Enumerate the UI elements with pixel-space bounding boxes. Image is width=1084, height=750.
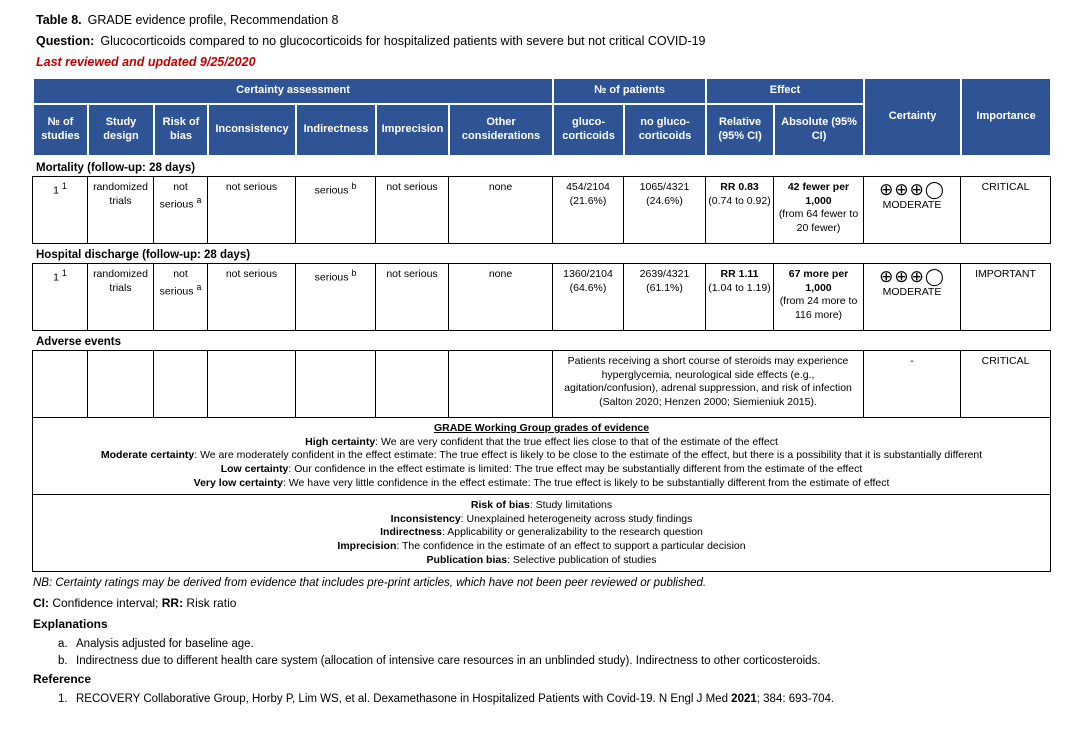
domain-note-risk-of-bias [35, 499, 1048, 513]
relative-estimate: RR 1.11 [720, 268, 759, 280]
domain-note-publication-bias [35, 554, 1048, 568]
cell-study-design: randomized trials [88, 264, 154, 331]
section-label-hospital-discharge: Hospital discharge (follow-up: 28 days) [36, 249, 251, 261]
cell-indirectness [296, 264, 376, 331]
header-col-relative: Relative (95% CI) [706, 104, 774, 156]
empty-cell [208, 351, 296, 418]
note-label: Imprecision [337, 540, 397, 553]
cell-relative-effect [706, 264, 774, 331]
cell-n-studies [33, 264, 88, 331]
header-col-other-considerations: Other considerations [449, 104, 553, 156]
empty-cell [154, 351, 208, 418]
note-text: : The confidence in the estimate of an effect to support a particular decision [396, 540, 746, 553]
grade-notes-heading: GRADE Working Group grades of evidence [433, 422, 650, 434]
cell-risk-of-bias [154, 264, 208, 331]
reference-post: ; 384: 693-704. [756, 693, 835, 706]
cell-no-glucocorticoids: 1065/4321 (24.6%) [624, 177, 706, 244]
note-text: : Applicability or generalizability to the research question [442, 526, 703, 539]
certainty-label: MODERATE [882, 285, 942, 298]
cell-importance: CRITICAL [961, 351, 1051, 418]
cell-certainty [864, 264, 961, 331]
indirectness-sup: b [351, 268, 357, 278]
table-title-text: GRADE evidence profile, Recommendation 8 [87, 13, 339, 27]
adverse-events-and-notes-table [32, 350, 1051, 572]
question-text: Glucocorticoids compared to no glucocorticoids for hospitalized patients with severe but not critical COVID-19 [100, 34, 706, 48]
cell-indirectness [296, 177, 376, 244]
domain-notes-box [33, 495, 1051, 572]
document-page [0, 10, 1084, 750]
certainty-symbols: ⊕⊕⊕◯ [879, 267, 945, 286]
domain-note-indirectness [35, 526, 1048, 540]
header-col-importance: Importance [961, 78, 1051, 156]
header-group-effect: Effect [706, 78, 864, 104]
explanation-marker: b. [58, 655, 68, 668]
indirectness-value: serious [314, 184, 349, 197]
cell-other-considerations: none [449, 177, 553, 244]
indirectness-sup: b [351, 181, 357, 191]
cell-n-studies [33, 177, 88, 244]
risk-of-bias-value: not serious [159, 268, 194, 298]
reference-year: 2021 [731, 693, 757, 706]
n-studies-value: 1 [53, 271, 60, 284]
header-col-indirectness: Indirectness [296, 104, 376, 156]
header-group-certainty-assessment: Certainty assessment [33, 78, 553, 104]
cell-other-considerations: none [449, 264, 553, 331]
header-col-n-studies: № of studies [33, 104, 88, 156]
table-title-label: Table 8. [36, 13, 82, 27]
header-col-risk-of-bias: Risk of bias [154, 104, 208, 156]
domain-notes-row [33, 495, 1051, 572]
domain-note-imprecision [35, 540, 1048, 554]
absolute-ci: (from 24 more to 116 more) [779, 295, 858, 321]
abbrev-ci-label: CI: [33, 596, 49, 611]
explanations-list [33, 638, 1084, 667]
grade-note-moderate [35, 449, 1048, 463]
grade-note-low [35, 463, 1048, 477]
cell-imprecision: not serious [376, 177, 449, 244]
grade-note-very-low [35, 477, 1048, 491]
cell-inconsistency: not serious [208, 264, 296, 331]
table-title [36, 10, 1084, 31]
cell-study-design: randomized trials [88, 177, 154, 244]
reference-marker: 1. [58, 693, 68, 706]
explanation-marker: a. [58, 638, 68, 651]
empty-cell [88, 351, 154, 418]
header-col-glucocorticoids: gluco-corticoids [553, 104, 624, 156]
n-studies-sup: 1 [61, 268, 67, 278]
grade-notes-box [33, 418, 1051, 495]
certainty-label: MODERATE [882, 198, 942, 211]
note-label: Publication bias [426, 553, 508, 566]
note-text: : We are very confident that the true effect lies close to that of the estimate of the effect [375, 435, 778, 448]
footer-block [33, 577, 1084, 705]
empty-cell [449, 351, 553, 418]
header-col-imprecision: Imprecision [376, 104, 449, 156]
cell-importance: IMPORTANT [961, 264, 1051, 331]
reference-pre: RECOVERY Collaborative Group, Horby P, Lim WS, et al. Dexamethasone in Hospitalized Patients with Covid-19. N Engl J Med [76, 693, 732, 706]
nb-note: NB: Certainty ratings may be derived from evidence that includes pre-print articles, which have not been peer reviewed or published. [33, 577, 707, 590]
relative-ci: (1.04 to 1.19) [708, 281, 771, 294]
cell-inconsistency: not serious [208, 177, 296, 244]
cell-absolute-effect [774, 264, 864, 331]
list-item [33, 638, 1084, 650]
cell-relative-effect [706, 177, 774, 244]
explanation-text: Analysis adjusted for baseline age. [76, 638, 254, 651]
note-text: : Selective publication of studies [507, 553, 657, 566]
domain-note-inconsistency [35, 513, 1048, 527]
table-row [33, 177, 1051, 244]
section-label-mortality: Mortality (follow-up: 28 days) [36, 162, 196, 174]
cell-risk-of-bias [154, 177, 208, 244]
cell-no-glucocorticoids: 2639/4321 (61.1%) [624, 264, 706, 331]
certainty-symbols: ⊕⊕⊕◯ [879, 180, 945, 199]
question-label: Question: [36, 34, 95, 48]
cell-imprecision: not serious [376, 264, 449, 331]
list-item [33, 655, 1084, 667]
indirectness-value: serious [314, 271, 349, 284]
hospital-discharge-row-table [32, 263, 1051, 331]
relative-ci: (0.74 to 0.92) [708, 194, 771, 207]
note-label: Inconsistency [390, 512, 461, 525]
note-label: Indirectness [380, 526, 442, 539]
relative-estimate: RR 0.83 [720, 181, 759, 193]
header-col-absolute: Absolute (95% CI) [774, 104, 864, 156]
grade-notes-row [33, 418, 1051, 495]
empty-cell [376, 351, 449, 418]
header-col-no-glucocorticoids: no gluco-corticoids [624, 104, 706, 156]
abbreviations-line [33, 596, 1084, 610]
header-col-study-design: Study design [88, 104, 154, 156]
title-block [36, 10, 1084, 73]
header-col-certainty: Certainty [864, 78, 961, 156]
explanation-text: Indirectness due to different health care system (allocation of intensive care resources in an unblinded study). Indirectness to other corticosteroids. [76, 655, 821, 668]
empty-cell [33, 351, 88, 418]
question-line [36, 31, 1084, 52]
cell-importance: CRITICAL [961, 177, 1051, 244]
last-reviewed-line: Last reviewed and updated 9/25/2020 [36, 55, 256, 69]
note-text: : Our confidence in the effect estimate is limited: The true effect may be substantially different from the estimate of the effect [288, 462, 863, 475]
reference-list [33, 693, 1084, 705]
abbrev-rr-label: RR: [161, 596, 184, 611]
abbrev-rr-text: Risk ratio [183, 596, 237, 611]
list-item [33, 693, 1084, 705]
table-row [33, 264, 1051, 331]
note-label: Moderate certainty [100, 449, 195, 462]
cell-absolute-effect [774, 177, 864, 244]
adverse-events-comment: Patients receiving a short course of steroids may experience hyperglycemia, neurological side effects (e.g., agitation/confusion), adrenal suppression, and risk of infection (Salton 2020; Henzen 2000; Siemieniuk 2015). [553, 351, 864, 418]
note-label: High certainty [305, 435, 376, 448]
risk-of-bias-value: not serious [159, 181, 194, 211]
note-text: : We have very little confidence in the effect estimate: The true effect is likely to be substantially different from the estimate of effect [282, 476, 890, 489]
cell-glucocorticoids: 454/2104 (21.6%) [553, 177, 624, 244]
note-label: Risk of bias [470, 499, 530, 512]
note-text: : Unexplained heterogeneity across study findings [460, 512, 693, 525]
risk-of-bias-sup: a [196, 281, 202, 292]
absolute-ci: (from 64 fewer to 20 fewer) [778, 208, 859, 234]
cell-certainty [864, 177, 961, 244]
reference-heading: Reference [33, 672, 92, 687]
mortality-row-table [32, 176, 1051, 244]
absolute-estimate: 42 fewer per 1,000 [787, 181, 850, 207]
risk-of-bias-sup: a [196, 194, 202, 205]
header-group-n-patients: № of patients [553, 78, 706, 104]
grade-note-high [35, 436, 1048, 450]
section-label-adverse-events: Adverse events [36, 336, 122, 348]
explanations-heading: Explanations [33, 617, 108, 632]
table-row [33, 351, 1051, 418]
n-studies-value: 1 [53, 184, 60, 197]
cell-certainty: - [864, 351, 961, 418]
header-col-inconsistency: Inconsistency [208, 104, 296, 156]
reference-text [76, 693, 834, 705]
evidence-table-header [32, 77, 1052, 157]
absolute-estimate: 67 more per 1,000 [788, 268, 849, 294]
empty-cell [296, 351, 376, 418]
cell-glucocorticoids: 1360/2104 (64.6%) [553, 264, 624, 331]
n-studies-sup: 1 [61, 181, 67, 191]
note-text: : Study limitations [529, 499, 613, 512]
note-label: Very low certainty [193, 476, 283, 489]
note-label: Low certainty [220, 462, 289, 475]
note-text: : We are moderately confident in the effect estimate: The true effect is likely to be close to the estimate of the effect, but there is a possibility that it is substantially different [194, 449, 983, 462]
abbrev-ci-text: Confidence interval; [49, 596, 162, 611]
